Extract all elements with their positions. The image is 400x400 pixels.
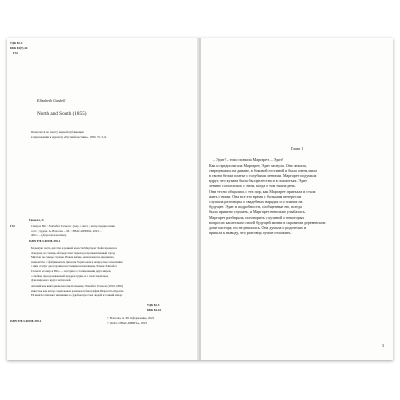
page-number: 3 — [382, 343, 384, 348]
catalog-line: 400 с. – (Дорогая классика). — [31, 233, 67, 238]
body-line: лениво согласилась с этим, когда о том зашла речь. — [209, 183, 296, 188]
body-line: жить с ними. Она все это время с большим интересом — [209, 194, 302, 199]
chapter-page — [201, 38, 393, 360]
body-line: в своем белом платье с голубыми лентами. Маргарет подумала — [209, 173, 317, 178]
annotation-line: знакомство с фабрикантом Джоном Торнтоном и непростые отношения — [31, 259, 123, 264]
isbn-bottom: ISBN 978-5-00198-478-2 — [10, 319, 42, 323]
editorial-line: Английская викторианская писательница Элизабет Гаскелл (1810–1865) — [31, 284, 124, 288]
annotation-line: Лондоне, но теперь ей предстоит переезд в промышленный город — [31, 250, 115, 255]
body-line: вопросах касательно своей будущей жизни в скромном деревенском — [209, 220, 326, 225]
chapter-opening-line: – Эдит! – тихо позвала Маргарет. – Эдит! — [213, 157, 284, 162]
udk-code: УДК 82-3 — [10, 41, 23, 45]
body-line: свернувшись на диване, в боковой гостиной и была очень мила — [209, 168, 317, 173]
editorial-line: Её книги отличают внимание к судьбам простых людей и тонкий юмор. — [31, 293, 123, 298]
book-spread — [7, 38, 393, 360]
isbn-top: ISBN 978-5-00198-478-2 — [29, 239, 61, 243]
bottom-udk: УДК 82-3 — [147, 303, 160, 307]
copyright-line: © Власова, А. Ю. Оформление, 2023 — [107, 316, 154, 320]
editorial-line: известна как автор социальных романов и биографии Шарлотты Бронте. — [31, 288, 124, 293]
body-line: Маргарет разбирала, поговорить с кузиной о некоторых — [209, 215, 305, 220]
author-original-name: Elizabeth Gaskell — [37, 98, 66, 103]
catalog-heading: Гаскелл, Э. — [29, 218, 45, 222]
catalog-letter-code: Г32 — [13, 51, 18, 55]
chapter-body — [209, 163, 385, 235]
body-line: Они тесно общались с тех пор, как Маргарет приехала и стала — [209, 189, 316, 194]
annotation-line: о любви, преодолевающей предрассудки, и о силе характера. — [31, 273, 109, 278]
source-note — [31, 130, 171, 139]
annotation-line: Для широкого круга читателей. — [31, 278, 72, 283]
body-line: было приятно слушать, и Маргарет невольно улыбалась. — [209, 209, 306, 214]
copyright-block — [107, 316, 195, 325]
bbk-code: ББК 84(7)-44 — [10, 46, 28, 50]
annotation-line: Гаскелл «Север и Юг» — история о столкновении двух миров, — [31, 268, 112, 273]
annotation — [31, 246, 171, 283]
body-line: будущее. Эдит и подробности, сообщенные ею, всегда — [209, 204, 302, 209]
catalog-line: сост. ; худож. А. Власова. – М. : ЭНАС-КНИГА, 2023. – — [31, 228, 102, 233]
chapter-title: Глава 1 — [290, 146, 304, 151]
copyright-line: © ООО «ЭНАС-КНИГА», 2023 — [107, 320, 147, 325]
catalog-entry — [31, 224, 171, 238]
copyright-page — [7, 38, 199, 360]
catalog-line: Север и Юг / Элизабет Гаскелл ; [пер. с англ. ; автор предисловия — [31, 224, 115, 228]
catalog-code: Г32 — [10, 224, 15, 228]
body-line: доме пастора, но не решалась. Она думала о родителях и — [209, 225, 306, 230]
body-line: пришла к выводу, что разговор лучше отложить. — [209, 230, 292, 235]
annotation-line: Милтон на севере страны. Новая жизнь, непохожая на прежнюю, — [31, 255, 115, 260]
bottom-bbk: ББК 84-44 — [147, 308, 161, 312]
original-title: North and South (1855) — [37, 111, 87, 117]
annotation-line: Большую часть детства и ранней юности Маргарет Хейл провела в — [31, 246, 117, 250]
body-line: Как и предполагала Маргарет, Эдит заснула. Она лежала, — [209, 163, 307, 168]
body-line: слушала разговоры о свадебных нарядах и о планах на — [209, 199, 303, 204]
body-line: вдруг, что кузина была бы прелестна и в лохмотьях. Эдит — [209, 178, 307, 183]
annotation-line: с ним станут для героини настоящим испытанием. Роман Элизабет — [31, 264, 117, 269]
source-note-line: Печатается по тексту первой публикации — [31, 130, 84, 134]
editorial-note — [31, 284, 171, 298]
source-note-line: в приложении к журналу «Русский вестник». 1856. Тт. 3–6. — [31, 134, 107, 139]
